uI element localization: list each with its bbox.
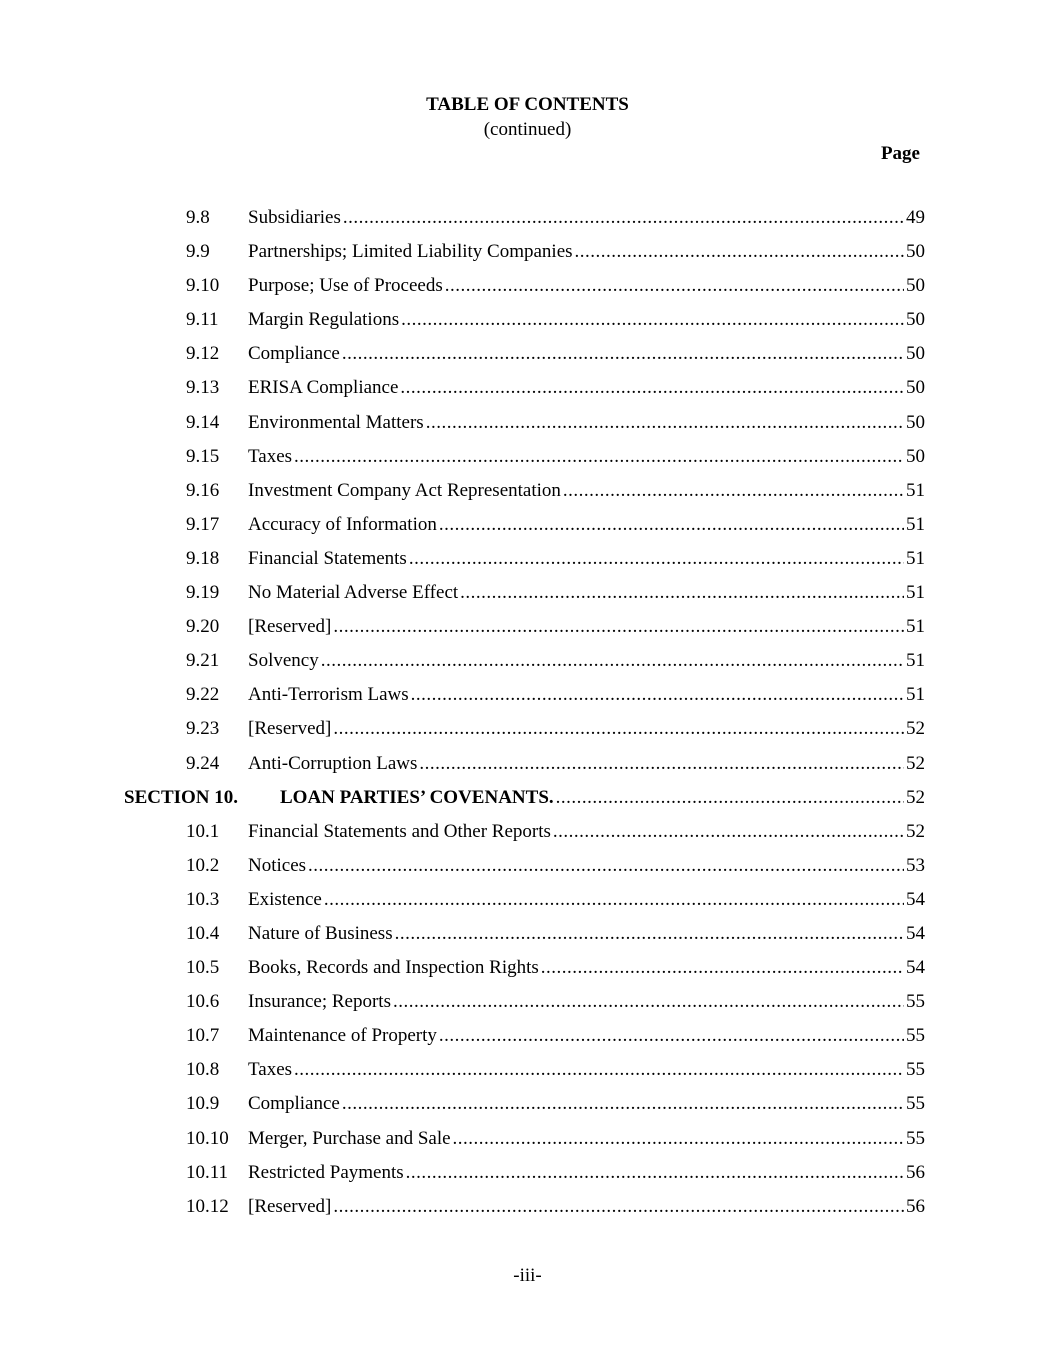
- toc-entry-page[interactable]: 56: [906, 1195, 925, 1217]
- toc-entry[interactable]: [0, 1195, 1055, 1229]
- toc-entry-title[interactable]: Margin Regulations: [248, 309, 400, 331]
- toc-entry[interactable]: [0, 683, 1055, 717]
- toc-entry[interactable]: [0, 649, 1055, 683]
- toc-entry-title[interactable]: Anti-Terrorism Laws: [248, 684, 409, 706]
- toc-entry-number: 9.20: [186, 616, 220, 638]
- toc-entry-page[interactable]: 55: [906, 1127, 925, 1149]
- toc-entry[interactable]: [0, 956, 1055, 990]
- toc-entry-title[interactable]: [Reserved]: [248, 1195, 332, 1217]
- toc-entry-line: [248, 888, 925, 912]
- toc-entry-title[interactable]: Restricted Payments: [248, 1161, 404, 1183]
- toc-entry-number: 10.4: [186, 922, 220, 944]
- toc-entry-title[interactable]: Subsidiaries: [248, 207, 341, 228]
- toc-entry-line: [248, 1127, 925, 1151]
- dot-leader: [575, 240, 904, 264]
- toc-entry-number: 9.19: [186, 582, 220, 604]
- dot-leader: [294, 445, 904, 469]
- toc-entry-number: 9.24: [186, 752, 220, 774]
- toc-entry[interactable]: [0, 547, 1055, 581]
- toc-entry-page[interactable]: 51: [906, 650, 925, 672]
- dot-leader: [342, 342, 904, 366]
- toc-entry[interactable]: [0, 820, 1055, 854]
- dot-leader: [324, 888, 904, 912]
- toc-entry-line: [248, 956, 925, 980]
- toc-entry-title[interactable]: Merger, Purchase and Sale: [248, 1127, 451, 1149]
- toc-entry[interactable]: [0, 717, 1055, 751]
- toc-entry-number: 9.23: [186, 718, 220, 740]
- toc-entry-line: [248, 376, 925, 400]
- toc-entry-number: 10.7: [186, 1025, 220, 1047]
- toc-entry-line: [248, 683, 925, 707]
- toc-entry-page[interactable]: 54: [906, 888, 925, 910]
- toc-entry-number: SECTION 10.: [124, 786, 239, 808]
- dot-leader: [333, 1195, 904, 1219]
- toc-entry[interactable]: [0, 581, 1055, 615]
- toc-entry-page[interactable]: 51: [906, 616, 925, 638]
- dot-leader: [460, 581, 904, 605]
- toc-entry[interactable]: [0, 206, 1055, 240]
- toc-entry-line: [248, 547, 925, 571]
- toc-entry-line: [248, 411, 925, 435]
- toc-entry-number: 9.13: [186, 377, 220, 399]
- toc-entry-title[interactable]: Existence: [248, 888, 322, 910]
- toc-entry-title[interactable]: Accuracy of Information: [248, 513, 437, 535]
- toc-subtitle: (continued): [483, 119, 572, 140]
- toc-entry[interactable]: [0, 1058, 1055, 1092]
- toc-entry-line: [248, 1195, 925, 1219]
- toc-section-heading[interactable]: [0, 786, 1055, 820]
- toc-entry-page[interactable]: 51: [906, 513, 925, 535]
- toc-entry-title[interactable]: Nature of Business: [248, 922, 393, 944]
- toc-entry-page[interactable]: 50: [906, 275, 925, 297]
- toc-entry-line: [248, 581, 925, 605]
- toc-entry-page[interactable]: 56: [906, 1161, 925, 1183]
- toc-entry-number: 9.18: [186, 547, 220, 569]
- toc-entry-page[interactable]: 50: [906, 241, 925, 263]
- toc-entry[interactable]: [0, 922, 1055, 956]
- toc-entry-page[interactable]: 54: [906, 957, 925, 979]
- toc-entry-line: [248, 1092, 925, 1116]
- toc-entry-page[interactable]: 52: [906, 752, 925, 774]
- toc-entry-title[interactable]: Anti-Corruption Laws: [248, 752, 418, 774]
- toc-entry-number: 10.5: [186, 957, 220, 979]
- toc-entry-title[interactable]: [Reserved]: [248, 718, 332, 740]
- toc-entry-line: [248, 990, 925, 1014]
- toc-entry-title[interactable]: No Material Adverse Effect: [248, 582, 459, 604]
- toc-entry-number: 10.12: [186, 1195, 229, 1217]
- dot-leader: [553, 820, 904, 844]
- dot-leader: [541, 956, 904, 980]
- dot-leader: [400, 376, 904, 400]
- toc-entry-number: 10.10: [186, 1127, 229, 1149]
- dot-leader: [445, 274, 904, 298]
- toc-entry-title[interactable]: Compliance: [248, 1093, 340, 1115]
- toc-entry-number: 9.10: [186, 275, 220, 297]
- toc-entry-page[interactable]: 55: [906, 1025, 925, 1047]
- toc-entry-number: 10.1: [186, 820, 220, 842]
- toc-entry-page[interactable]: 53: [906, 854, 925, 876]
- dot-leader: [333, 615, 904, 639]
- dot-leader: [401, 308, 904, 332]
- toc-entry[interactable]: [0, 990, 1055, 1024]
- toc-entry[interactable]: [0, 479, 1055, 513]
- toc-entry-page[interactable]: 50: [906, 309, 925, 331]
- dot-leader: [406, 1161, 904, 1185]
- toc-entry[interactable]: [0, 342, 1055, 376]
- toc-entry-number: 9.22: [186, 684, 220, 706]
- toc-entry[interactable]: [0, 752, 1055, 786]
- toc-entry-line: [248, 479, 925, 503]
- toc-entry-line: [248, 206, 925, 230]
- dot-leader: [439, 513, 904, 537]
- dot-leader: [453, 1127, 904, 1151]
- dot-leader: [563, 479, 904, 503]
- toc-entry-line: [248, 1161, 925, 1185]
- dot-leader: [343, 206, 904, 230]
- toc-entry-page[interactable]: 55: [906, 991, 925, 1013]
- dot-leader: [556, 786, 904, 810]
- toc-entry[interactable]: [0, 615, 1055, 649]
- toc-entry-number: 9.14: [186, 411, 220, 433]
- toc-entry-page[interactable]: 52: [906, 718, 925, 740]
- toc-entry[interactable]: [0, 240, 1055, 274]
- toc-entry[interactable]: [0, 513, 1055, 547]
- toc-entry-line: [248, 922, 925, 946]
- toc-entry-line: [248, 820, 925, 844]
- dot-leader: [395, 922, 904, 946]
- dot-leader: [294, 1058, 904, 1082]
- toc-entry-number: 10.3: [186, 888, 220, 910]
- toc-entry-page[interactable]: 54: [906, 922, 925, 944]
- toc-entry-title[interactable]: Purpose; Use of Proceeds: [248, 275, 443, 297]
- toc-entry-page[interactable]: 51: [906, 684, 925, 706]
- toc-entry-page[interactable]: 52: [906, 820, 925, 842]
- toc-entry-page[interactable]: 55: [906, 1093, 925, 1115]
- toc-entry-line: [248, 717, 925, 741]
- toc-entry-title[interactable]: Financial Statements and Other Reports: [248, 820, 551, 842]
- toc-entry-number: 9.21: [186, 650, 220, 672]
- dot-leader: [321, 649, 904, 673]
- toc-entry-title[interactable]: Partnerships; Limited Liability Companies: [248, 241, 573, 263]
- toc-entry-number: 9.16: [186, 479, 220, 501]
- dot-leader: [393, 990, 904, 1014]
- toc-entry-line: [248, 342, 925, 366]
- dot-leader: [439, 1024, 904, 1048]
- toc-entry-line: [248, 752, 925, 776]
- toc-entry-page[interactable]: 52: [906, 786, 925, 808]
- toc-entry-line: [248, 649, 925, 673]
- toc-entry-page[interactable]: 51: [906, 547, 925, 569]
- toc-entry-title[interactable]: Environmental Matters: [248, 411, 424, 433]
- toc-entry-line: [248, 513, 925, 537]
- dot-leader: [411, 683, 904, 707]
- toc-entry-page[interactable]: 51: [906, 582, 925, 604]
- toc-entry-title[interactable]: Investment Company Act Representation: [248, 479, 561, 501]
- toc-entry-title[interactable]: Solvency: [248, 650, 319, 672]
- toc-entry-page[interactable]: 50: [906, 411, 925, 433]
- toc-entry-line: [248, 274, 925, 298]
- toc-title: TABLE OF CONTENTS: [426, 94, 629, 115]
- toc-entry-number: 10.2: [186, 854, 220, 876]
- toc-entry-page[interactable]: 49: [906, 207, 925, 228]
- toc-entry-title[interactable]: Books, Records and Inspection Rights: [248, 957, 539, 979]
- toc-entry[interactable]: [0, 274, 1055, 308]
- toc-entry-page[interactable]: 50: [906, 377, 925, 399]
- toc-entry-line: [248, 308, 925, 332]
- toc-entry-title[interactable]: [Reserved]: [248, 616, 332, 638]
- toc-entry-title[interactable]: ERISA Compliance: [248, 377, 399, 399]
- toc-entry-number: 10.8: [186, 1059, 220, 1081]
- toc-entry-line: [248, 1024, 925, 1048]
- page-column-heading: Page: [880, 143, 920, 164]
- toc-entry-line: [248, 615, 925, 639]
- toc-entry-number: 9.8: [186, 207, 210, 228]
- toc-entry[interactable]: [0, 854, 1055, 888]
- dot-leader: [419, 752, 904, 776]
- toc-entry-number: 9.12: [186, 343, 220, 365]
- dot-leader: [333, 717, 904, 741]
- toc-entry-page[interactable]: 50: [906, 343, 925, 365]
- toc-entry[interactable]: [0, 1092, 1055, 1126]
- toc-entry-page[interactable]: 51: [906, 479, 925, 501]
- toc-entry-number: 9.15: [186, 445, 220, 467]
- toc-entry[interactable]: [0, 1127, 1055, 1161]
- toc-entry-number: 9.17: [186, 513, 220, 535]
- toc-list: [0, 206, 1055, 1229]
- toc-entry-title[interactable]: Taxes: [248, 445, 293, 467]
- toc-entry[interactable]: [0, 1024, 1055, 1058]
- toc-entry-number: 10.9: [186, 1093, 220, 1115]
- toc-entry-title[interactable]: Insurance; Reports: [248, 991, 391, 1013]
- toc-entry-number: 10.6: [186, 991, 220, 1013]
- toc-entry[interactable]: [0, 308, 1055, 342]
- toc-entry[interactable]: [0, 888, 1055, 922]
- toc-entry-number: 10.11: [186, 1161, 229, 1183]
- toc-entry-title[interactable]: Taxes: [248, 1059, 293, 1081]
- toc-entry-line: [248, 445, 925, 469]
- toc-entry-title[interactable]: Compliance: [248, 343, 340, 365]
- toc-entry[interactable]: [0, 445, 1055, 479]
- toc-entry[interactable]: [0, 376, 1055, 410]
- toc-entry[interactable]: [0, 1161, 1055, 1195]
- toc-entry[interactable]: [0, 411, 1055, 445]
- dot-leader: [426, 411, 904, 435]
- toc-entry-title[interactable]: Maintenance of Property: [248, 1025, 437, 1047]
- dot-leader: [409, 547, 904, 571]
- toc-entry-title[interactable]: LOAN PARTIES’ COVENANTS.: [280, 786, 554, 808]
- toc-entry-line: [280, 786, 925, 810]
- toc-entry-line: [248, 854, 925, 878]
- dot-leader: [342, 1092, 904, 1116]
- toc-entry-line: [248, 1058, 925, 1082]
- toc-entry-page[interactable]: 50: [906, 445, 925, 467]
- toc-entry-line: [248, 240, 925, 264]
- toc-entry-page[interactable]: 55: [906, 1059, 925, 1081]
- page-number: -iii-: [513, 1265, 542, 1286]
- toc-entry-title[interactable]: Notices: [248, 854, 307, 876]
- dot-leader: [308, 854, 904, 878]
- toc-entry-title[interactable]: Financial Statements: [248, 547, 407, 569]
- toc-entry-number: 9.9: [186, 241, 210, 263]
- toc-entry-number: 9.11: [186, 309, 219, 331]
